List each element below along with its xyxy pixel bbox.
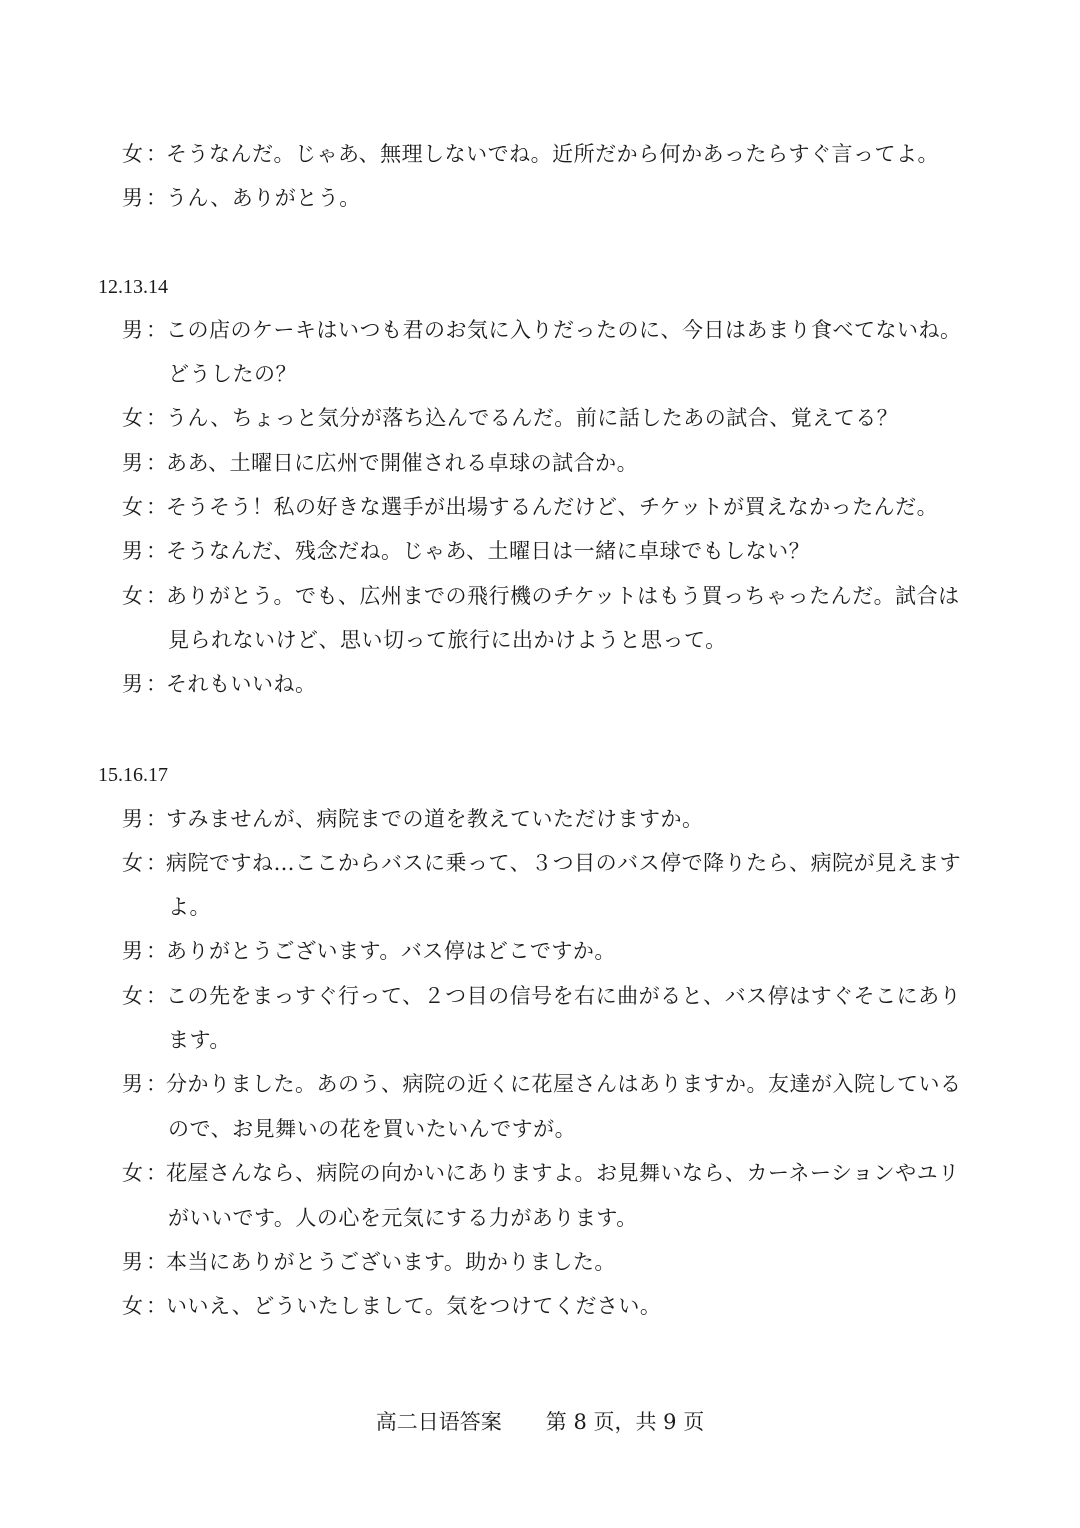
dialogue-text: 病院ですね…ここからバスに乗って、３つ目のバス停で降りたら、病院が見えます bbox=[166, 851, 962, 875]
speaker-label: 女 bbox=[122, 984, 144, 1008]
dialogue-line bbox=[122, 308, 982, 352]
speaker-label: 女 bbox=[122, 142, 144, 166]
dialogue-text: ああ、土曜日に広州で開催される卓球の試合か。 bbox=[166, 451, 639, 475]
dialogue-line bbox=[122, 574, 982, 618]
colon: ： bbox=[146, 672, 168, 696]
dialogue-text: 花屋さんなら、病院の向かいにありますよ。お見舞いなら、カーネーションやユリ bbox=[166, 1161, 960, 1185]
colon: ： bbox=[146, 318, 168, 342]
colon: ： bbox=[146, 1072, 168, 1096]
speaker-label: 女 bbox=[122, 406, 144, 430]
colon: ： bbox=[146, 406, 168, 430]
dialogue-continuation: ます。 bbox=[168, 1028, 231, 1052]
dialogue-text: 本当にありがとうございます。助かりました。 bbox=[166, 1250, 616, 1274]
dialogue-line bbox=[122, 132, 982, 176]
speaker-label: 男 bbox=[122, 939, 144, 963]
dialogue-text: ありがとう。でも、広州までの飛行機のチケットはもう買っちゃったんだ。試合は bbox=[166, 584, 960, 608]
dialogue-text: うん、ありがとう。 bbox=[166, 186, 361, 210]
colon: ： bbox=[146, 984, 168, 1008]
speaker-label: 女 bbox=[122, 1294, 144, 1318]
dialogue-text: すみませんが、病院までの道を教えていただけますか。 bbox=[166, 807, 704, 831]
dialogue-text: そうなんだ。じゃあ、無理しないでね。近所だから何かあったらすぐ言ってよ。 bbox=[166, 142, 939, 166]
speaker-label: 女 bbox=[122, 1161, 144, 1185]
dialogue-line bbox=[122, 841, 982, 885]
speaker-label: 男 bbox=[122, 807, 144, 831]
dialogue-line bbox=[122, 1062, 982, 1106]
dialogue-text: そうそう！私の好きな選手が出場するんだけど、チケットが買えなかったんだ。 bbox=[166, 495, 939, 519]
question-number-heading: 12.13.14 bbox=[98, 276, 168, 298]
dialogue-continuation: どうしたの？ bbox=[168, 362, 297, 386]
colon: ： bbox=[146, 186, 168, 210]
dialogue-continuation: 見られないけど、思い切って旅行に出かけようと思って。 bbox=[168, 628, 727, 652]
colon: ： bbox=[146, 1250, 168, 1274]
dialogue-line bbox=[122, 662, 982, 706]
dialogue-text: それもいいね。 bbox=[166, 672, 317, 696]
footer-title: 高二日语答案 bbox=[375, 1410, 502, 1434]
speaker-label: 女 bbox=[122, 584, 144, 608]
speaker-label: 男 bbox=[122, 1072, 144, 1096]
speaker-label: 男 bbox=[122, 186, 144, 210]
dialogue-continuation: ので、お見舞いの花を買いたいんですが。 bbox=[168, 1117, 577, 1141]
dialogue-line bbox=[122, 396, 982, 440]
colon: ： bbox=[146, 1294, 168, 1318]
dialogue-line bbox=[122, 974, 982, 1018]
colon: ： bbox=[146, 495, 168, 519]
colon: ： bbox=[146, 451, 168, 475]
speaker-label: 男 bbox=[122, 539, 144, 563]
dialogue-text: うん、ちょっと気分が落ち込んでるんだ。前に話したあの試合、覚えてる？ bbox=[166, 406, 899, 430]
dialogue-text: この店のケーキはいつも君のお気に入りだったのに、今日はあまり食べてないね。 bbox=[166, 318, 962, 342]
dialogue-text: いいえ、どういたしまして。気をつけてください。 bbox=[166, 1294, 662, 1318]
dialogue-line bbox=[122, 1240, 982, 1284]
speaker-label: 男 bbox=[122, 451, 144, 475]
colon: ： bbox=[146, 539, 168, 563]
colon: ： bbox=[146, 584, 168, 608]
dialogue-line bbox=[122, 441, 982, 485]
dialogue-text: 分かりました。あのう、病院の近くに花屋さんはありますか。友達が入院している bbox=[166, 1072, 962, 1096]
dialogue-line bbox=[122, 176, 982, 220]
colon: ： bbox=[146, 939, 168, 963]
speaker-label: 女 bbox=[122, 495, 144, 519]
speaker-label: 男 bbox=[122, 318, 144, 342]
speaker-label: 男 bbox=[122, 1250, 144, 1274]
dialogue-text: この先をまっすぐ行って、２つ目の信号を右に曲がると、バス停はすぐそこにあり bbox=[166, 984, 962, 1008]
dialogue-line bbox=[122, 797, 982, 841]
page-number: 第 8 页，共 9 页 bbox=[545, 1410, 705, 1434]
speaker-label: 男 bbox=[122, 672, 144, 696]
colon: ： bbox=[146, 142, 168, 166]
dialogue-line bbox=[122, 485, 982, 529]
speaker-label: 女 bbox=[122, 851, 144, 875]
dialogue-continuation: よ。 bbox=[168, 895, 211, 919]
dialogue-line bbox=[122, 929, 982, 973]
dialogue-continuation: がいいです。人の心を元気にする力があります。 bbox=[168, 1206, 638, 1230]
question-number-heading: 15.16.17 bbox=[98, 764, 168, 786]
dialogue-line bbox=[122, 1284, 982, 1328]
colon: ： bbox=[146, 1161, 168, 1185]
colon: ： bbox=[146, 807, 168, 831]
dialogue-line bbox=[122, 1151, 982, 1195]
dialogue-text: ありがとうございます。バス停はどこですか。 bbox=[166, 939, 616, 963]
page-footer bbox=[0, 1404, 1080, 1440]
colon: ： bbox=[146, 851, 168, 875]
dialogue-text: そうなんだ、残念だね。じゃあ、土曜日は一緒に卓球でもしない？ bbox=[166, 539, 811, 563]
dialogue-line bbox=[122, 529, 982, 573]
